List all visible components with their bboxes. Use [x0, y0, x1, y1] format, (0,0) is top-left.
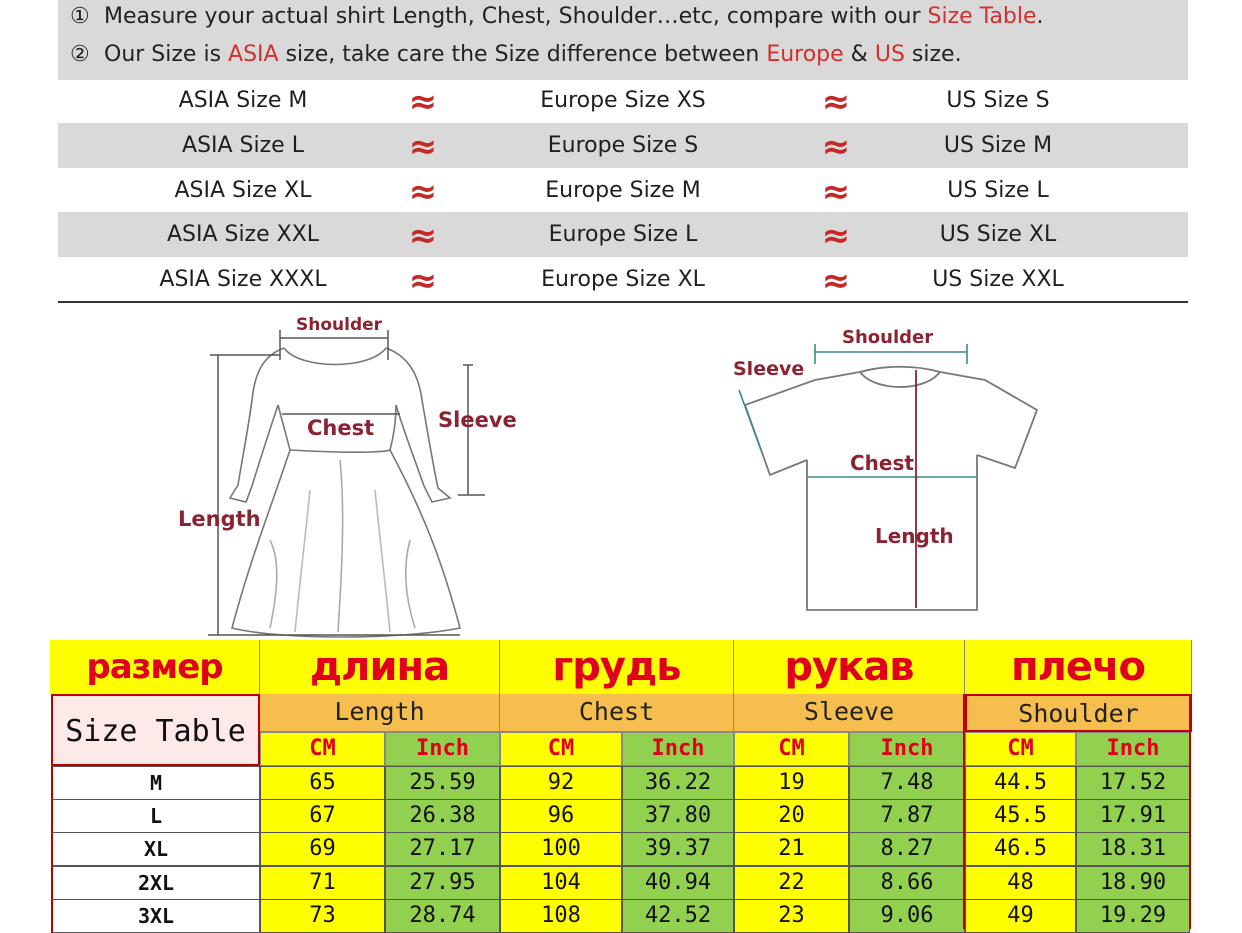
- value-inch: 8.66: [849, 866, 965, 900]
- note-1-number: ①: [70, 4, 90, 29]
- value-inch: 26.38: [385, 799, 500, 833]
- unit-inch: Inch: [622, 732, 734, 766]
- note-2-text-d: size.: [904, 42, 962, 67]
- europe-size: Europe Size XL: [541, 267, 705, 292]
- ru-header: грудь: [500, 640, 734, 694]
- europe-size: Europe Size S: [547, 133, 699, 158]
- asia-size: ASIA Size XXXL: [159, 267, 327, 292]
- us-size: US Size XXL: [932, 267, 1064, 292]
- approx-icon: ≈: [408, 216, 438, 256]
- size-label: 2XL: [51, 866, 260, 900]
- approx-icon: ≈: [821, 216, 851, 256]
- value-cm: 21: [734, 832, 849, 866]
- value-inch: 9.06: [849, 899, 965, 933]
- value-inch: 39.37: [622, 832, 734, 866]
- dress-chest-label: Chest: [307, 416, 375, 440]
- value-cm: 71: [260, 866, 385, 900]
- value-inch: 25.59: [385, 766, 500, 800]
- dress-length-label: Length: [178, 507, 261, 531]
- value-inch: 8.27: [849, 832, 965, 866]
- approx-icon: ≈: [408, 127, 438, 167]
- size-label: XL: [51, 832, 260, 866]
- value-cm: 49: [965, 899, 1076, 933]
- dress-measurement-diagram: [160, 310, 540, 640]
- instructions-panel: [58, 0, 1188, 80]
- value-inch: 19.29: [1076, 899, 1190, 933]
- europe-size: Europe Size M: [545, 178, 701, 203]
- value-inch: 18.90: [1076, 866, 1190, 900]
- value-cm: 65: [260, 766, 385, 800]
- note-2: [70, 42, 962, 67]
- approx-icon: ≈: [821, 127, 851, 167]
- value-cm: 108: [500, 899, 622, 933]
- ru-header: рукав: [734, 640, 965, 694]
- value-inch: 37.80: [622, 799, 734, 833]
- size-label: L: [51, 799, 260, 833]
- value-inch: 28.74: [385, 899, 500, 933]
- note-1-size-table: Size Table: [927, 4, 1037, 29]
- unit-inch: Inch: [1076, 732, 1190, 766]
- note-2-us: US: [874, 42, 905, 67]
- value-cm: 104: [500, 866, 622, 900]
- en-header: Sleeve: [734, 694, 965, 732]
- value-cm: 69: [260, 832, 385, 866]
- value-cm: 23: [734, 899, 849, 933]
- note-2-asia: ASIA: [228, 42, 279, 67]
- value-cm: 46.5: [965, 832, 1076, 866]
- value-inch: 36.22: [622, 766, 734, 800]
- europe-size: Europe Size L: [548, 222, 698, 247]
- size-label: 3XL: [51, 899, 260, 933]
- asia-size: ASIA Size XL: [174, 178, 312, 203]
- note-2-europe: Europe: [766, 42, 844, 67]
- value-cm: 44.5: [965, 766, 1076, 800]
- conversion-row: [58, 78, 1188, 123]
- conversion-divider: [58, 301, 1188, 303]
- en-header: Length: [260, 694, 500, 732]
- unit-cm: CM: [500, 732, 622, 766]
- value-inch: 17.52: [1076, 766, 1190, 800]
- dress-sleeve-label: Sleeve: [438, 408, 517, 432]
- us-size: US Size L: [947, 178, 1049, 203]
- value-cm: 92: [500, 766, 622, 800]
- unit-inch: Inch: [385, 732, 500, 766]
- value-cm: 20: [734, 799, 849, 833]
- note-1: [70, 4, 1044, 29]
- note-2-text-c: &: [843, 42, 875, 67]
- asia-size: ASIA Size L: [182, 133, 304, 158]
- ru-header: плечо: [965, 640, 1192, 694]
- value-inch: 27.17: [385, 832, 500, 866]
- tshirt-length-label: Length: [875, 524, 954, 548]
- asia-size: ASIA Size M: [178, 88, 308, 113]
- value-cm: 67: [260, 799, 385, 833]
- en-header: Shoulder: [965, 694, 1192, 732]
- unit-cm: CM: [965, 732, 1076, 766]
- tshirt-sleeve-label: Sleeve: [733, 358, 805, 380]
- value-cm: 73: [260, 899, 385, 933]
- value-cm: 19: [734, 766, 849, 800]
- us-size: US Size XL: [939, 222, 1057, 247]
- note-2-number: ②: [70, 42, 90, 67]
- value-cm: 48: [965, 866, 1076, 900]
- conversion-row: [58, 168, 1188, 213]
- approx-icon: ≈: [821, 82, 851, 122]
- value-cm: 45.5: [965, 799, 1076, 833]
- asia-size: ASIA Size XXL: [166, 222, 320, 247]
- note-1-text: Measure your actual shirt Length, Chest, Shoulder…etc, compare with our: [104, 4, 928, 29]
- approx-icon: ≈: [408, 261, 438, 301]
- unit-cm: CM: [260, 732, 385, 766]
- tshirt-chest-label: Chest: [850, 451, 914, 475]
- unit-cm: CM: [734, 732, 849, 766]
- value-inch: 18.31: [1076, 832, 1190, 866]
- approx-icon: ≈: [821, 172, 851, 212]
- value-cm: 100: [500, 832, 622, 866]
- europe-size: Europe Size XS: [540, 88, 706, 113]
- shoulder-frame-left: [963, 694, 965, 929]
- approx-icon: ≈: [821, 261, 851, 301]
- value-inch: 27.95: [385, 866, 500, 900]
- us-size: US Size S: [946, 88, 1050, 113]
- conversion-row: [58, 257, 1188, 302]
- dress-shoulder-label: Shoulder: [296, 315, 383, 335]
- unit-inch: Inch: [849, 732, 965, 766]
- ru-header: размер: [50, 640, 260, 694]
- size-table-title: Size Table: [51, 694, 260, 766]
- en-header: Chest: [500, 694, 734, 732]
- shoulder-frame-right: [1189, 694, 1191, 929]
- value-inch: 42.52: [622, 899, 734, 933]
- size-label: M: [51, 766, 260, 800]
- ru-header: длина: [260, 640, 500, 694]
- us-size: US Size M: [943, 133, 1053, 158]
- tshirt-shoulder-label: Shoulder: [842, 327, 934, 348]
- note-2-text-b: size, take care the Size difference between: [278, 42, 767, 67]
- approx-icon: ≈: [408, 82, 438, 122]
- value-cm: 22: [734, 866, 849, 900]
- note-1-end: .: [1036, 4, 1044, 29]
- value-inch: 40.94: [622, 866, 734, 900]
- value-cm: 96: [500, 799, 622, 833]
- tshirt-measurement-diagram: [725, 320, 1045, 620]
- value-inch: 7.87: [849, 799, 965, 833]
- value-inch: 7.48: [849, 766, 965, 800]
- value-inch: 17.91: [1076, 799, 1190, 833]
- approx-icon: ≈: [408, 172, 438, 212]
- note-2-text-a: Our Size is: [104, 42, 229, 67]
- conversion-row: [58, 212, 1188, 257]
- conversion-row: [58, 123, 1188, 168]
